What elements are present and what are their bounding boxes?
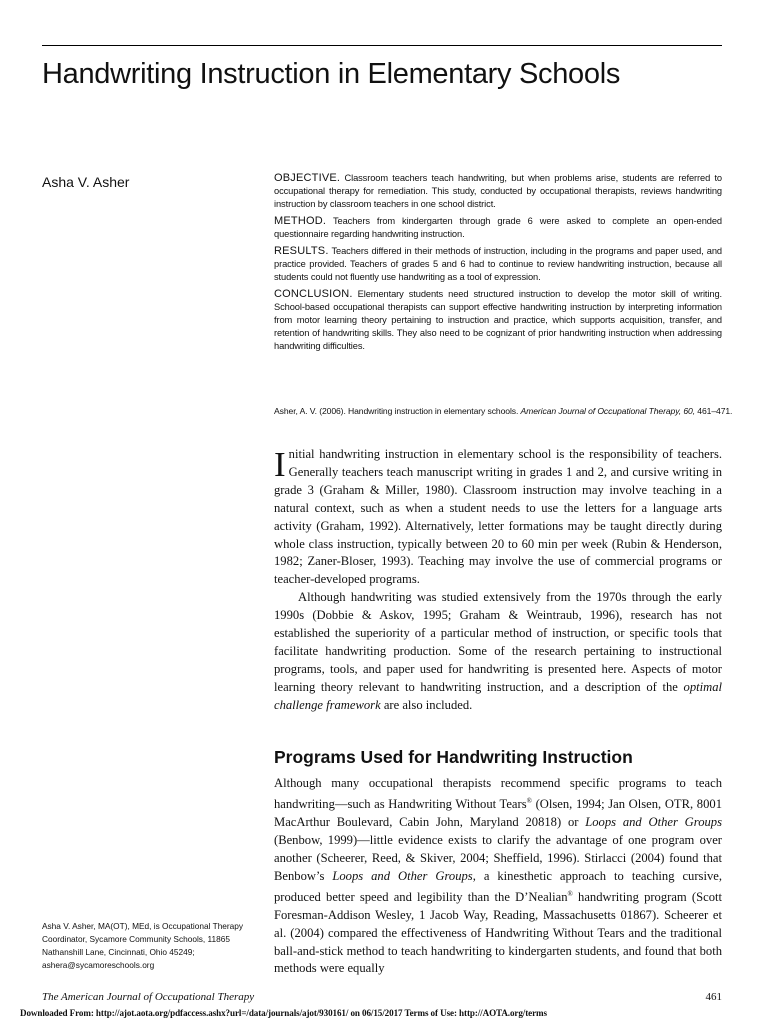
results-text: Teachers differed in their methods of instruction, including in the programs and paper used, and practice provided. Teachers of grades 5 and 6 had to continue to review handwriting instruction, because all students could not fluently use handwriting as a tool of expression. bbox=[274, 246, 722, 282]
loops-title-1: Loops and Other Groups bbox=[585, 815, 722, 829]
objective-label: OBJECTIVE. bbox=[274, 172, 341, 184]
affiliation-line: Nathanshill Lane, Cincinnati, Ohio 45249; bbox=[42, 947, 195, 957]
registered-mark: ® bbox=[526, 796, 532, 805]
footer-journal-name: The American Journal of Occupational Therapy bbox=[42, 991, 255, 1003]
section-text-5: handwriting program (Scott Foresman-Addison Wesley, 1 Jacob Way, Reading, Massachusetts 01867). Scheerer et al. (2004) compared the effectiveness of Handwriting Without Tears and the traditional ball-and-stick method to teach handwriting to kindergarten students, and found that both methods were equally bbox=[274, 889, 722, 976]
article-title: Handwriting Instruction in Elementary Schools bbox=[42, 58, 621, 90]
intro-paragraph-2 bbox=[274, 589, 722, 714]
author-email[interactable]: ashera@sycamoreschools.org bbox=[42, 960, 155, 970]
abstract bbox=[274, 172, 722, 357]
top-rule bbox=[42, 45, 722, 46]
author-name: Asha V. Asher bbox=[42, 174, 130, 190]
optimal-challenge-term: optimal challenge framework bbox=[274, 679, 722, 712]
intro-body bbox=[274, 446, 722, 715]
drop-cap: I bbox=[274, 445, 286, 484]
results-label: RESULTS. bbox=[274, 245, 329, 257]
section-text-3: (Benbow, 1999)—little evidence exists to clarify the advantage of one program over another (Scheerer, Reed, & Skiver, 2004; Sheffield, 1996). Stirlacci (2004) found that Benbow’s bbox=[274, 832, 722, 883]
section-text-1: Although many occupational therapists recommend specific programs to teach handwriting—such as Handwriting Without Tears bbox=[274, 776, 722, 812]
abstract-conclusion bbox=[274, 288, 722, 353]
conclusion-text: Elementary students need structured instruction to develop the motor skill of writing. School-based occupational therapists can support effective handwriting instruction by interpreting information from motor learning theory pertaining to instruction and practice, which supports acquisition, transfer, and retention of handwriting skills. They also need to be cognizant of prior handwriting instruction when addressing handwriting difficulties. bbox=[274, 289, 723, 351]
conclusion-label: CONCLUSION. bbox=[274, 288, 353, 300]
section-body bbox=[274, 775, 722, 978]
affiliation-line: Asha V. Asher, MA(OT), MEd, is Occupational Therapy bbox=[42, 921, 244, 931]
section-heading: Programs Used for Handwriting Instruction bbox=[274, 747, 633, 767]
section-text-2: (Olsen, 1994; Jan Olsen, OTR, 8001 MacArthur Boulevard, Cabin John, Maryland 20818) or bbox=[274, 797, 722, 829]
intro-paragraph-1 bbox=[274, 446, 722, 589]
intro-paragraph-2-text: Although handwriting was studied extensively from the 1970s through the early 1990s (Dobbie & Askov, 1995; Graham & Weintraub, 1996), research has not established the superiority of a particular method of instruction, or specific tools that facilitate handwriting production. Some of the research pertaining to instructional programs, tools, and paper used for handwriting is presented here. Aspects of motor learning theory relevant to handwriting instruction, and a description of the bbox=[274, 590, 722, 694]
section-text-4: , a kinesthetic approach to teaching cursive, produced better speed and legibility than the D’Nealian bbox=[274, 868, 722, 904]
page-number: 461 bbox=[705, 991, 722, 1003]
intro-paragraph-2-end: are also included. bbox=[380, 697, 473, 712]
abstract-results bbox=[274, 245, 722, 284]
method-text: Teachers from kindergarten through grade 6 were asked to complete an open-ended questionnaire regarding handwriting instruction. bbox=[274, 216, 722, 239]
abstract-method bbox=[274, 215, 722, 241]
download-notice[interactable]: Downloaded From: http://ajot.aota.org/pdfaccess.ashx?url=/data/journals/ajot/930161/ on 06/15/2017 Terms of Use: http://AOTA.org/terms bbox=[20, 1008, 547, 1018]
intro-paragraph-1-text: nitial handwriting instruction in elementary school is the responsibility of teachers. Generally teachers teach manuscript writing in grades 1 and 2, and cursive writing in grade 3 (Graham & Miller, 1980). Classroom instruction may involve teaching in a natural context, such as when a student needs to use the letters for a language arts activity (Graham, 1992). Alternatively, letter formations may be taught directly during whole class instruction, typically between 20 to 60 min per week (Rubin & Henderson, 1982; Zaner-Bloser, 1993). Teaching may involve the use of commercial programs or teacher-developed programs. bbox=[274, 447, 722, 587]
loops-title-2: Loops and Other Groups bbox=[332, 868, 473, 883]
citation-journal: American Journal of Occupational Therapy, 60, bbox=[520, 406, 696, 416]
affiliation-line: Coordinator, Sycamore Community Schools, 11865 bbox=[42, 934, 231, 944]
section-paragraph bbox=[274, 775, 722, 978]
citation bbox=[274, 406, 734, 416]
method-label: METHOD. bbox=[274, 215, 327, 227]
objective-text: Classroom teachers teach handwriting, but when problems arise, students are referred to occupational therapy for remediation. This study, conducted by occupational therapists, reviews handwriting instruction by classroom teachers in one school district. bbox=[274, 173, 723, 209]
registered-mark: ® bbox=[567, 889, 573, 898]
abstract-objective bbox=[274, 172, 722, 211]
citation-pages: 461–471. bbox=[695, 406, 733, 416]
citation-prefix: Asher, A. V. (2006). Handwriting instruction in elementary schools. bbox=[274, 406, 521, 416]
author-affiliation bbox=[42, 920, 272, 972]
